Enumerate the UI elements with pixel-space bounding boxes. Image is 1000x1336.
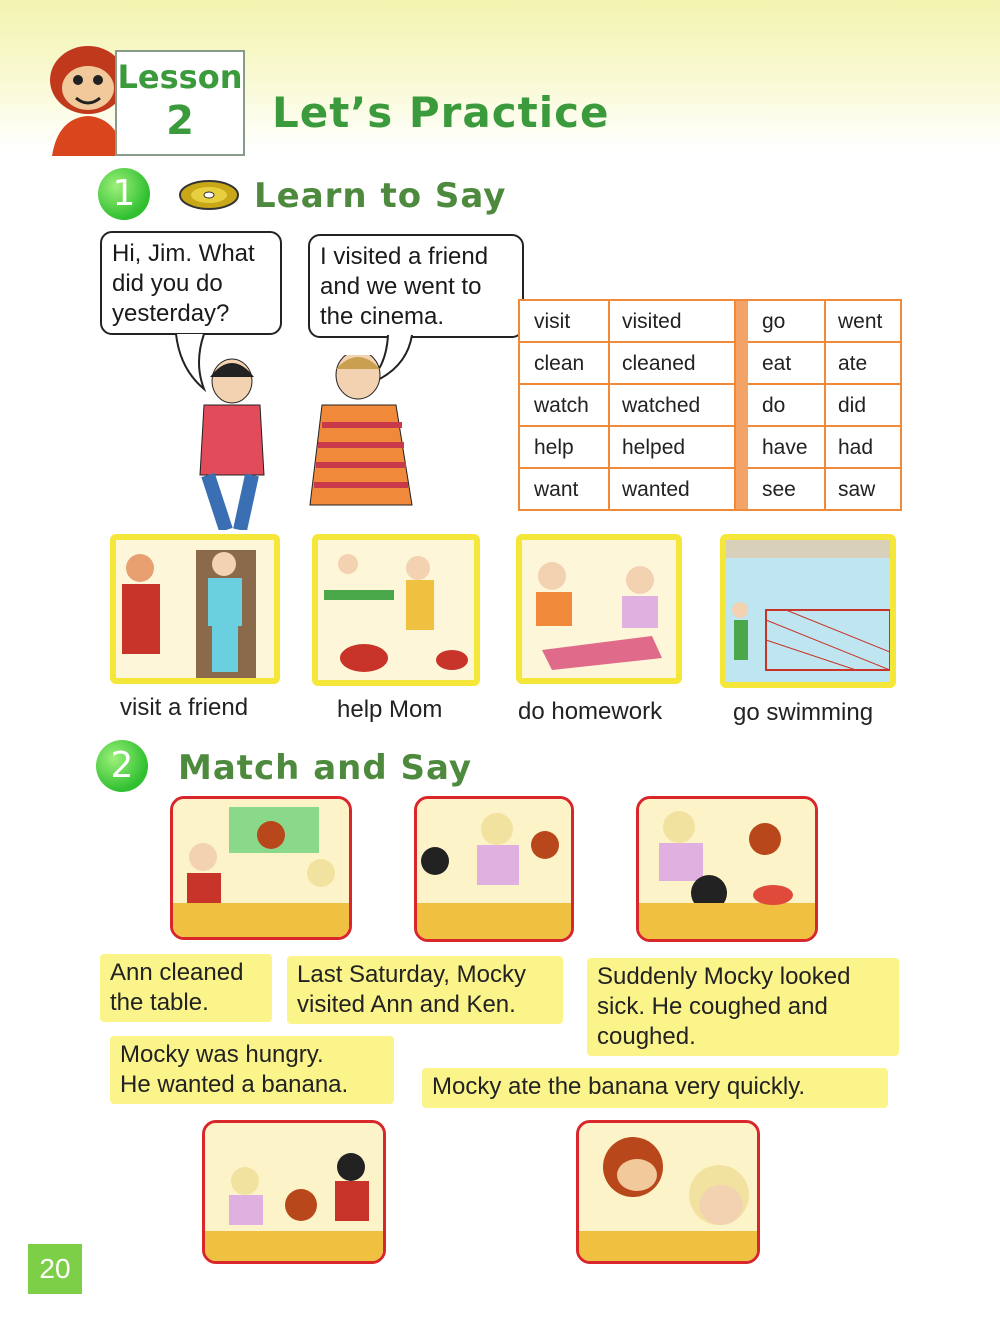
picture-do-homework <box>516 534 682 684</box>
story-scene-illustration <box>173 799 349 937</box>
verb-base: want <box>520 469 610 511</box>
sentence-last-saturday[interactable] <box>287 956 563 1024</box>
lesson-card <box>115 50 245 156</box>
section-1-number: 1 <box>98 168 150 220</box>
picture-help-mom <box>312 534 480 686</box>
sentence-mocky-hungry[interactable] <box>110 1036 394 1104</box>
speech-bubble-girl <box>100 231 282 335</box>
story-picture-1 <box>170 796 352 940</box>
story-scene-illustration <box>579 1123 757 1261</box>
verb-base: have <box>748 427 826 469</box>
bubble-line: the cinema. <box>320 303 445 330</box>
lesson-label: Lesson <box>117 58 243 96</box>
sentence-ann-cleaned[interactable] <box>100 954 272 1022</box>
section-2-title: Match and Say <box>178 748 473 788</box>
story-picture-5 <box>576 1120 760 1264</box>
sentence-line: Ann cleaned <box>110 959 244 986</box>
verb-base: go <box>748 301 826 343</box>
page-title: Let’s Practice <box>272 88 610 137</box>
section-1-title: Learn to Say <box>254 176 507 216</box>
verb-past: had <box>824 427 900 469</box>
bubble-line: and we went to <box>320 273 482 300</box>
story-scene-illustration <box>417 799 571 939</box>
verb-past: did <box>824 385 900 427</box>
sentence-line: Suddenly Mocky looked <box>597 963 851 990</box>
caption-do-homework: do homework <box>518 698 663 725</box>
story-scene-illustration <box>639 799 815 939</box>
sentence-ate-banana[interactable] <box>422 1068 888 1108</box>
speech-bubble-boy <box>308 234 524 338</box>
sentence-line: sick. He coughed and <box>597 993 828 1020</box>
sentence-line: Last Saturday, Mocky <box>297 961 526 988</box>
verb-table <box>518 299 902 511</box>
help-mom-illustration <box>318 540 474 680</box>
sentence-line: coughed. <box>597 1023 696 1050</box>
bubble-line: yesterday? <box>112 300 230 327</box>
verb-past: cleaned <box>608 343 736 385</box>
verb-base: help <box>520 427 610 469</box>
lesson-number: 2 <box>166 98 194 144</box>
verb-past: watched <box>608 385 736 427</box>
verb-past: saw <box>838 478 876 501</box>
sentence-line: the table. <box>110 989 209 1016</box>
table-divider <box>736 301 748 509</box>
verb-past: wanted <box>608 469 736 511</box>
story-scene-illustration <box>205 1123 383 1261</box>
sentence-line: Mocky ate the banana very quickly. <box>432 1073 806 1100</box>
sentence-line: visited Ann and Ken. <box>297 991 516 1018</box>
verb-base: visit <box>520 301 610 343</box>
picture-go-swimming <box>720 534 896 688</box>
picture-visit-friend <box>110 534 280 684</box>
verb-past: helped <box>608 427 736 469</box>
visit-friend-illustration <box>116 540 274 678</box>
sentence-line: He wanted a banana. <box>120 1071 349 1098</box>
verb-base: watch <box>520 385 610 427</box>
verb-base: clean <box>520 343 610 385</box>
page-number: 20 <box>28 1244 82 1294</box>
do-homework-illustration <box>522 540 676 678</box>
verb-base: eat <box>748 343 826 385</box>
children-illustration <box>190 355 460 530</box>
bubble-line: Hi, Jim. What <box>112 240 255 267</box>
verb-past: went <box>824 301 900 343</box>
bubble-line: I visited a friend <box>320 243 489 270</box>
verb-past: ate <box>824 343 900 385</box>
section-2-number: 2 <box>96 740 148 792</box>
caption-help-mom: help Mom <box>337 696 443 723</box>
caption-visit-friend: visit a friend <box>120 694 249 721</box>
sentence-line: Mocky was hungry. <box>120 1041 324 1068</box>
verb-past: visited <box>608 301 736 343</box>
story-picture-3 <box>636 796 818 942</box>
bubble-line: did you do <box>112 270 223 297</box>
go-swimming-illustration <box>726 540 890 682</box>
sentence-suddenly-sick[interactable] <box>587 958 899 1056</box>
verb-base: do <box>748 385 826 427</box>
caption-go-swimming: go swimming <box>733 699 874 726</box>
story-picture-4 <box>202 1120 386 1264</box>
cd-icon[interactable] <box>178 178 240 212</box>
verb-base: see <box>748 469 826 511</box>
story-picture-2 <box>414 796 574 942</box>
